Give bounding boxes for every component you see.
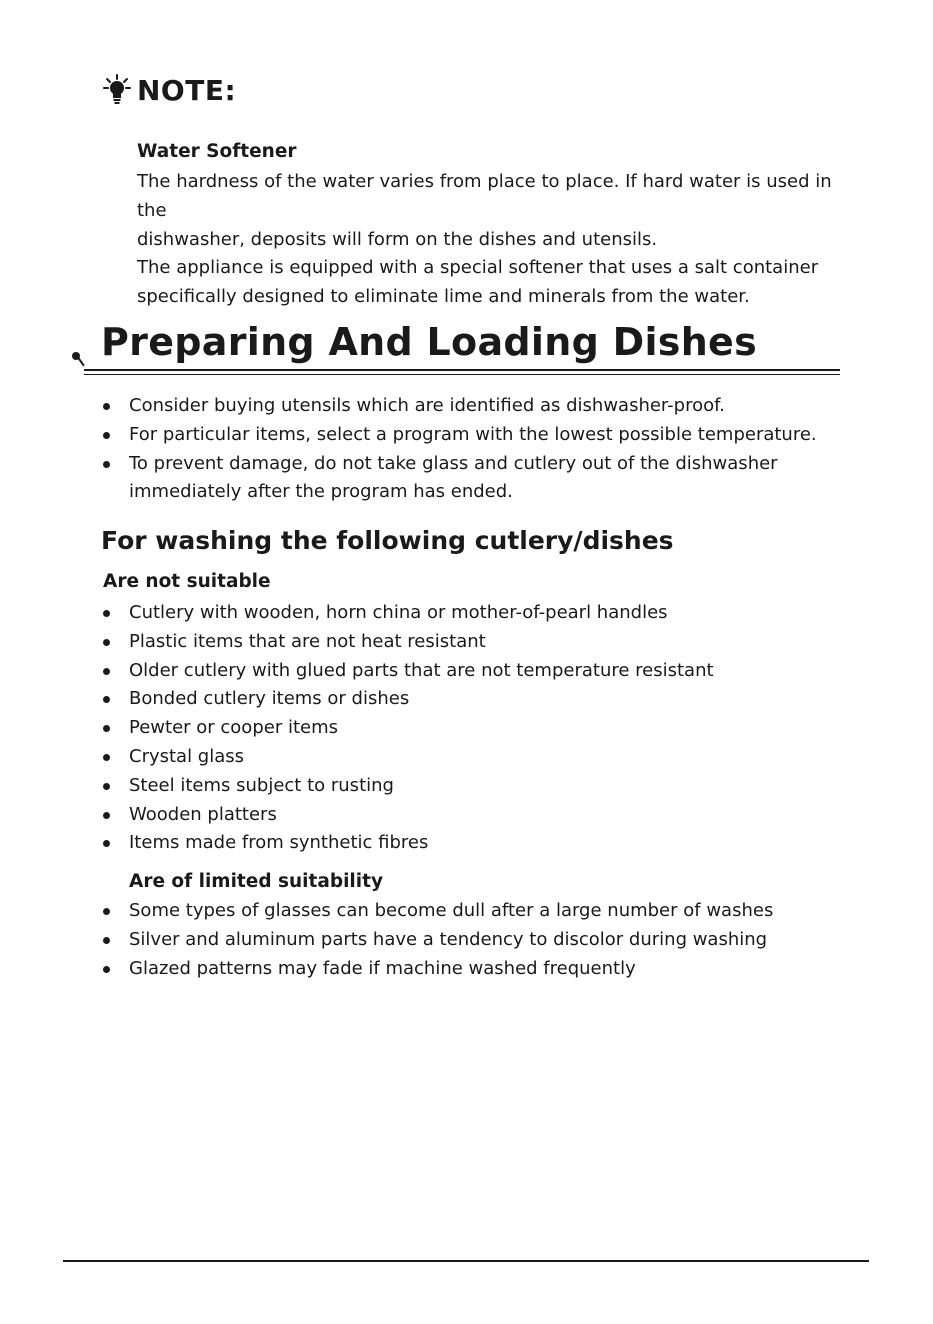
list-item: Some types of glasses can become dull after a large number of washes — [103, 897, 773, 926]
section-rule-thin — [84, 374, 840, 375]
section-rule — [84, 369, 840, 371]
not-suitable-heading: Are not suitable — [103, 571, 271, 592]
note-line: The hardness of the water varies from place to place. If hard water is used in the — [137, 171, 832, 221]
list-item: Older cutlery with glued parts that are not temperature resistant — [103, 657, 714, 686]
section-title: Preparing And Loading Dishes — [101, 320, 758, 364]
footer-rule — [63, 1260, 869, 1262]
list-item: Consider buying utensils which are identified as dishwasher-proof. — [103, 392, 817, 421]
note-subheading: Water Softener — [137, 141, 297, 162]
note-paragraph — [137, 168, 837, 312]
list-item: Items made from synthetic fibres — [103, 829, 714, 858]
list-item: Silver and aluminum parts have a tendency to discolor during washing — [103, 926, 773, 955]
list-item: Wooden platters — [103, 801, 714, 830]
note-title: NOTE: — [137, 73, 237, 107]
note-header — [103, 70, 236, 110]
not-suitable-list — [103, 599, 714, 858]
section-heading-decoration — [76, 355, 85, 366]
lightbulb-icon — [103, 74, 131, 106]
list-item: Steel items subject to rusting — [103, 772, 714, 801]
list-item: For particular items, select a program with the lowest possible temperature. — [103, 421, 817, 450]
note-line: dishwasher, deposits will form on the dishes and utensils. — [137, 228, 658, 250]
section-bullet-list — [103, 392, 817, 478]
limited-suitability-list — [103, 897, 773, 983]
list-item: Cutlery with wooden, horn china or mother-of-pearl handles — [103, 599, 714, 628]
list-item: Plastic items that are not heat resistant — [103, 628, 714, 657]
list-item: Bonded cutlery items or dishes — [103, 685, 714, 714]
list-item-continuation: immediately after the program has ended. — [129, 481, 513, 502]
list-item: Pewter or cooper items — [103, 714, 714, 743]
list-item: To prevent damage, do not take glass and cutlery out of the dishwasher — [103, 450, 817, 479]
washing-title: For washing the following cutlery/dishes — [101, 526, 674, 555]
list-item: Crystal glass — [103, 743, 714, 772]
list-item: Glazed patterns may fade if machine washed frequently — [103, 955, 773, 984]
limited-suitability-heading: Are of limited suitability — [129, 871, 384, 892]
note-line: specifically designed to eliminate lime and minerals from the water. — [137, 286, 750, 308]
note-line: The appliance is equipped with a special softener that uses a salt container — [137, 257, 819, 279]
